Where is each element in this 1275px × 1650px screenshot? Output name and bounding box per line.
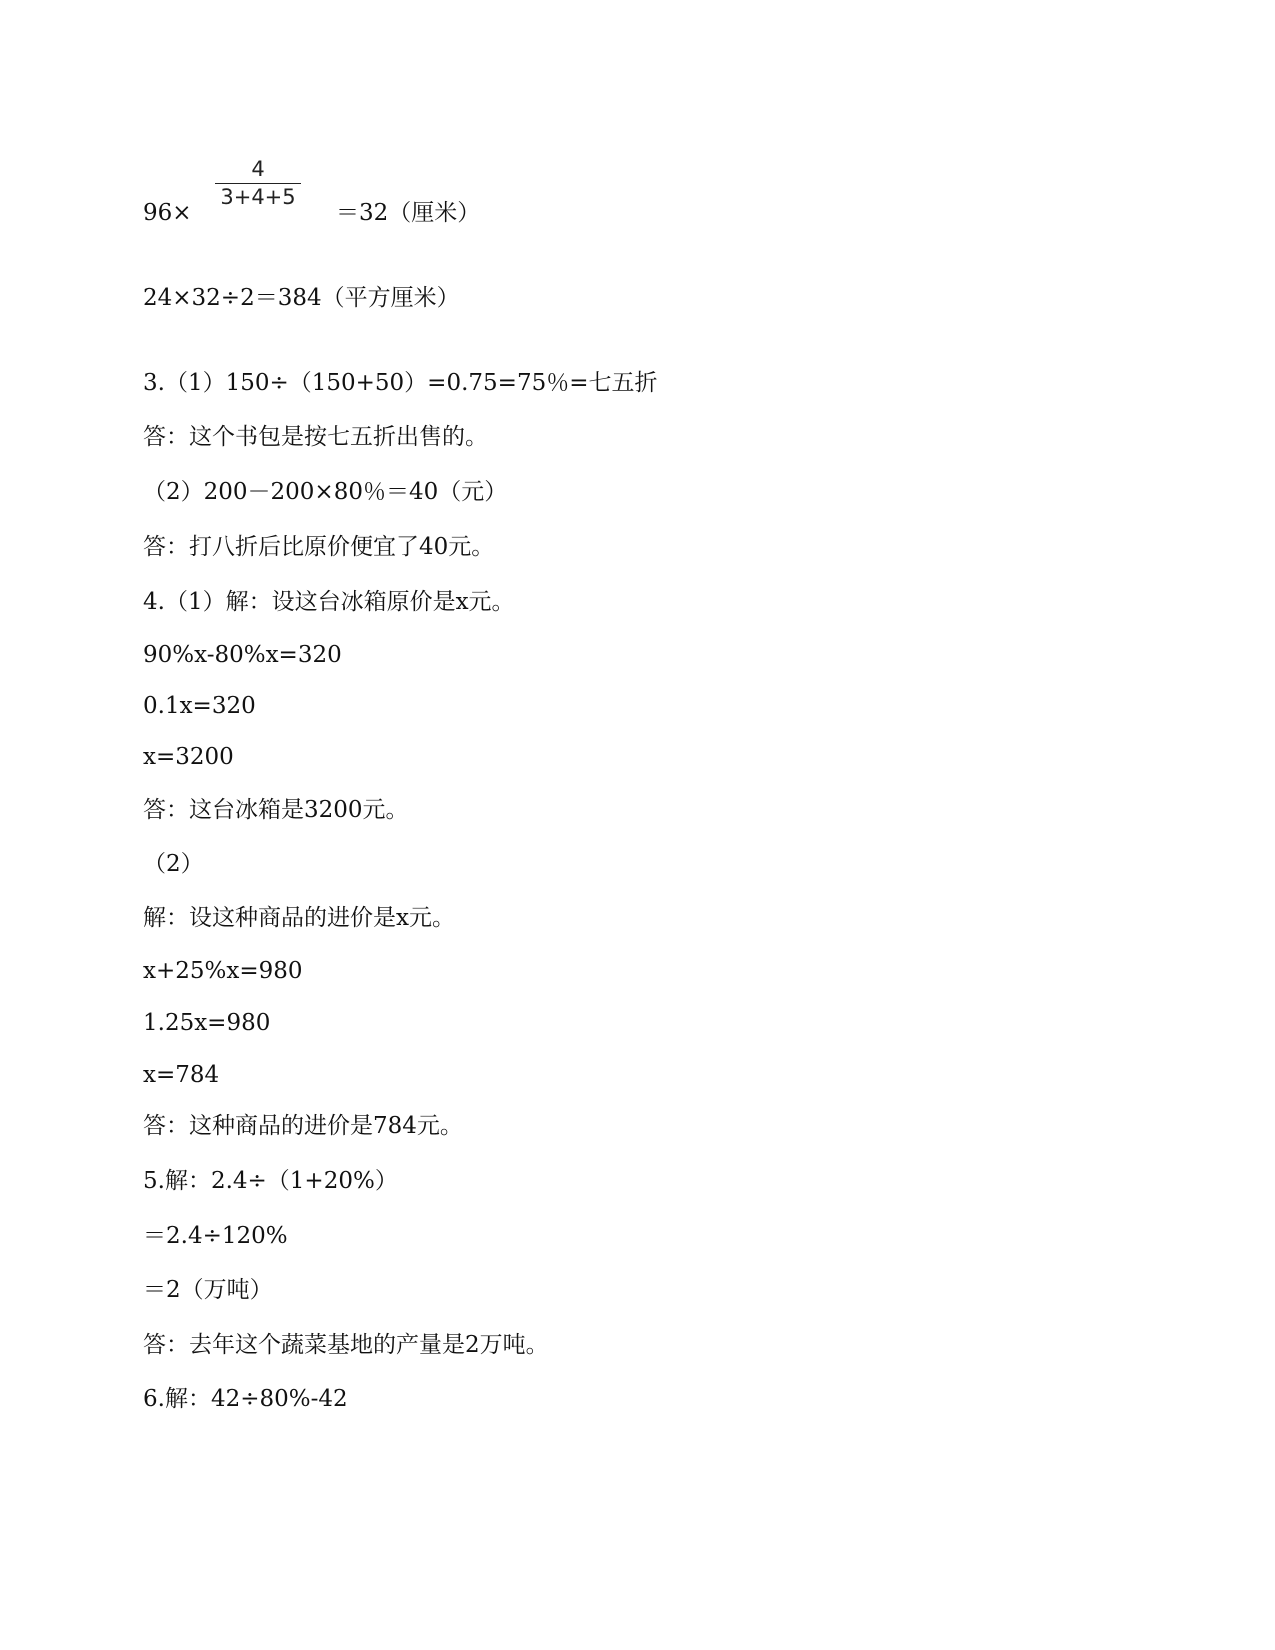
question-3-part-2: （2）200－200×80％＝40（元） bbox=[143, 479, 508, 505]
equation-line: 90%x-80%x=320 bbox=[143, 642, 342, 668]
fraction bbox=[215, 156, 301, 209]
question-6: 6.解：42÷80%-42 bbox=[143, 1386, 348, 1412]
question-4-part-2: （2） bbox=[143, 851, 204, 877]
equation-line: x=784 bbox=[143, 1062, 220, 1088]
question-4-part-1: 4.（1）解：设这台冰箱原价是x元。 bbox=[143, 589, 515, 615]
equation-line: ＝2.4÷120% bbox=[143, 1223, 288, 1249]
formula-prefix: 96× bbox=[143, 200, 192, 226]
fraction-denominator: 3+4+5 bbox=[220, 185, 296, 209]
formula-line: 24×32÷2＝384（平方厘米） bbox=[143, 285, 460, 311]
answer-line: 答：打八折后比原价便宜了40元。 bbox=[143, 534, 495, 560]
equation-line: x=3200 bbox=[143, 744, 234, 770]
equation-line: x+25%x=980 bbox=[143, 958, 303, 984]
equation-line: 0.1x=320 bbox=[143, 693, 256, 719]
question-3-part-1: 3.（1）150÷（150+50）=0.75=75％=七五折 bbox=[143, 370, 658, 396]
fraction-numerator: 4 bbox=[251, 157, 265, 181]
question-5: 5.解：2.4÷（1+20%） bbox=[143, 1168, 398, 1194]
equation-line: ＝2（万吨） bbox=[143, 1277, 273, 1303]
formula-suffix: ＝32（厘米） bbox=[336, 200, 481, 226]
answer-line: 答：这台冰箱是3200元。 bbox=[143, 797, 409, 823]
fraction-bar bbox=[215, 183, 301, 184]
answer-line: 答：这种商品的进价是784元。 bbox=[143, 1113, 463, 1139]
solution-setup: 解：设这种商品的进价是x元。 bbox=[143, 905, 455, 931]
answer-line: 答：去年这个蔬菜基地的产量是2万吨。 bbox=[143, 1332, 549, 1358]
equation-line: 1.25x=980 bbox=[143, 1010, 271, 1036]
answer-line: 答：这个书包是按七五折出售的。 bbox=[143, 424, 488, 450]
